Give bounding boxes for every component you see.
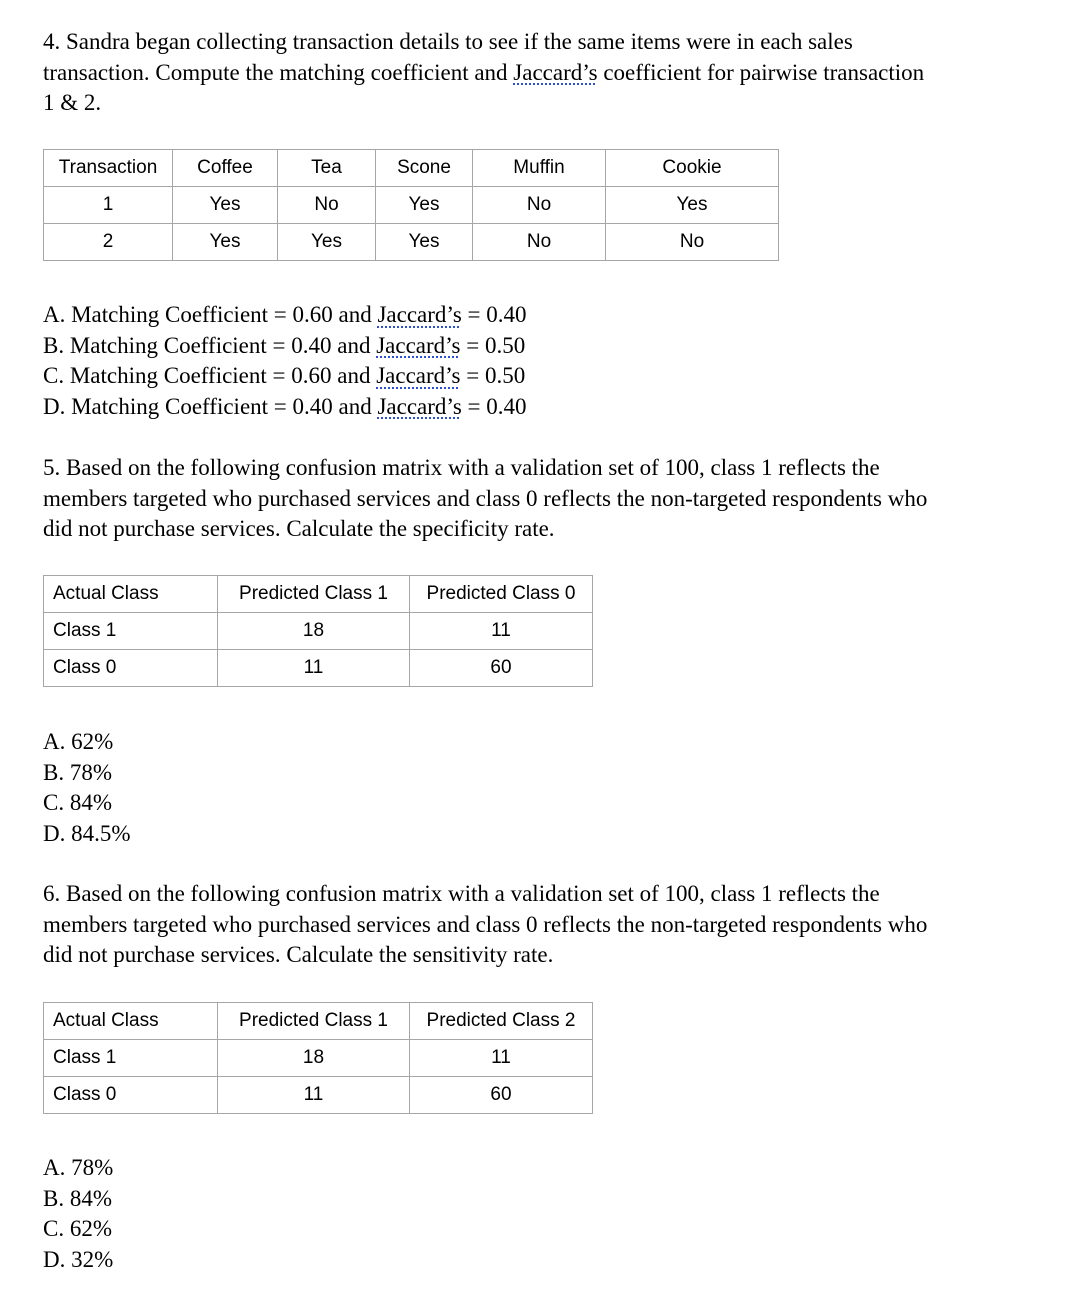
question-5-line-1: 5. Based on the following confusion matrix with a validation set of 100, class 1 reflects the: [43, 455, 880, 480]
table-cell: No: [278, 187, 376, 224]
table-cell: 60: [410, 650, 593, 687]
table-row: [44, 650, 593, 687]
table-cell: 1: [44, 187, 173, 224]
header-predicted-class-2: Predicted Class 2: [410, 1003, 593, 1040]
table-cell: No: [473, 187, 606, 224]
header-transaction: Transaction: [44, 150, 173, 187]
option-b-text: B. Matching Coefficient = 0.40 and: [43, 332, 371, 358]
header-predicted-class-1: Predicted Class 1: [218, 1003, 410, 1040]
jaccard-spellcheck-word: Jaccard’s: [377, 393, 462, 419]
header-scone: Scone: [376, 150, 473, 187]
table-cell: 11: [410, 613, 593, 650]
table-cell: Class 1: [44, 1040, 218, 1077]
table-header-row: [44, 150, 779, 187]
option-d: [43, 392, 527, 423]
option-c: [43, 361, 527, 392]
option-c: C. 84%: [43, 790, 112, 815]
table-header-row: [44, 576, 593, 613]
option-b: [43, 331, 527, 362]
table-cell: No: [606, 224, 779, 261]
question-4-line-3: 1 & 2.: [43, 90, 102, 115]
option-a-value: = 0.40: [467, 302, 527, 327]
question-4-line-2-start: transaction. Compute the matching coefficient and: [43, 59, 508, 85]
option-a: A. 78%: [43, 1155, 114, 1180]
question-4-line-1: 4. Sandra began collecting transaction details to see if the same items were in each sales: [43, 29, 853, 54]
question-5-line-3: did not purchase services. Calculate the specificity rate.: [43, 516, 555, 541]
option-a-text: A. Matching Coefficient = 0.60 and: [43, 302, 372, 327]
header-cookie: Cookie: [606, 150, 779, 187]
header-tea: Tea: [278, 150, 376, 187]
header-coffee: Coffee: [173, 150, 278, 187]
table-cell: 11: [410, 1040, 593, 1077]
table-cell: 60: [410, 1077, 593, 1114]
jaccard-spellcheck-word: Jaccard’s: [513, 59, 598, 85]
question-5-line-2: members targeted who purchased services and class 0 reflects the non-targeted respondents who: [43, 485, 928, 511]
table-cell: 11: [218, 650, 410, 687]
option-c-value: = 0.50: [466, 363, 526, 388]
question-6-line-2: members targeted who purchased services and class 0 reflects the non-targeted respondents who: [43, 911, 928, 937]
table-row: [44, 613, 593, 650]
question-5-text: [43, 453, 1043, 545]
jaccard-spellcheck-word: Jaccard’s: [376, 332, 461, 358]
header-actual-class: Actual Class: [44, 1003, 218, 1040]
table-cell: Yes: [173, 224, 278, 261]
option-d-value: = 0.40: [467, 393, 527, 419]
question-4-line-2-end: coefficient for pairwise transaction: [603, 59, 925, 85]
table-row: [44, 224, 779, 261]
table-row: [44, 187, 779, 224]
option-a: A. 62%: [43, 729, 114, 754]
table-cell: Yes: [606, 187, 779, 224]
table-cell: Yes: [278, 224, 376, 261]
option-d: D. 84.5%: [43, 820, 131, 846]
table-cell: Class 0: [44, 650, 218, 687]
option-b-value: = 0.50: [466, 332, 526, 358]
table-header-row: [44, 1003, 593, 1040]
option-a: [43, 300, 527, 331]
option-c: C. 62%: [43, 1216, 112, 1241]
question-6-options: [43, 1153, 113, 1275]
confusion-matrix-q6: [43, 1002, 593, 1114]
table-cell: 11: [218, 1077, 410, 1114]
table-cell: Yes: [173, 187, 278, 224]
table-cell: Class 1: [44, 613, 218, 650]
header-muffin: Muffin: [473, 150, 606, 187]
table-cell: 18: [218, 613, 410, 650]
header-actual-class: Actual Class: [44, 576, 218, 613]
question-6-line-3: did not purchase services. Calculate the sensitivity rate.: [43, 942, 554, 967]
question-4-line-2: [43, 58, 1043, 89]
jaccard-spellcheck-word: Jaccard’s: [376, 363, 461, 388]
confusion-matrix-q5: [43, 575, 593, 687]
transaction-table: [43, 149, 779, 261]
header-predicted-class-1: Predicted Class 1: [218, 576, 410, 613]
jaccard-spellcheck-word: Jaccard’s: [377, 302, 462, 327]
question-4-options: [43, 300, 527, 422]
table-cell: Yes: [376, 187, 473, 224]
question-6-text: [43, 879, 1043, 971]
question-4-text: [43, 27, 1043, 119]
option-b: B. 84%: [43, 1185, 112, 1211]
table-row: [44, 1040, 593, 1077]
table-cell: Class 0: [44, 1077, 218, 1114]
header-predicted-class-0: Predicted Class 0: [410, 576, 593, 613]
question-6-line-1: 6. Based on the following confusion matrix with a validation set of 100, class 1 reflects the: [43, 881, 880, 906]
question-5-options: [43, 727, 131, 849]
table-row: [44, 1077, 593, 1114]
option-b: B. 78%: [43, 759, 112, 785]
table-cell: 2: [44, 224, 173, 261]
option-d-text: D. Matching Coefficient = 0.40 and: [43, 393, 372, 419]
option-d: D. 32%: [43, 1246, 114, 1272]
option-c-text: C. Matching Coefficient = 0.60 and: [43, 363, 371, 388]
table-cell: 18: [218, 1040, 410, 1077]
table-cell: No: [473, 224, 606, 261]
table-cell: Yes: [376, 224, 473, 261]
